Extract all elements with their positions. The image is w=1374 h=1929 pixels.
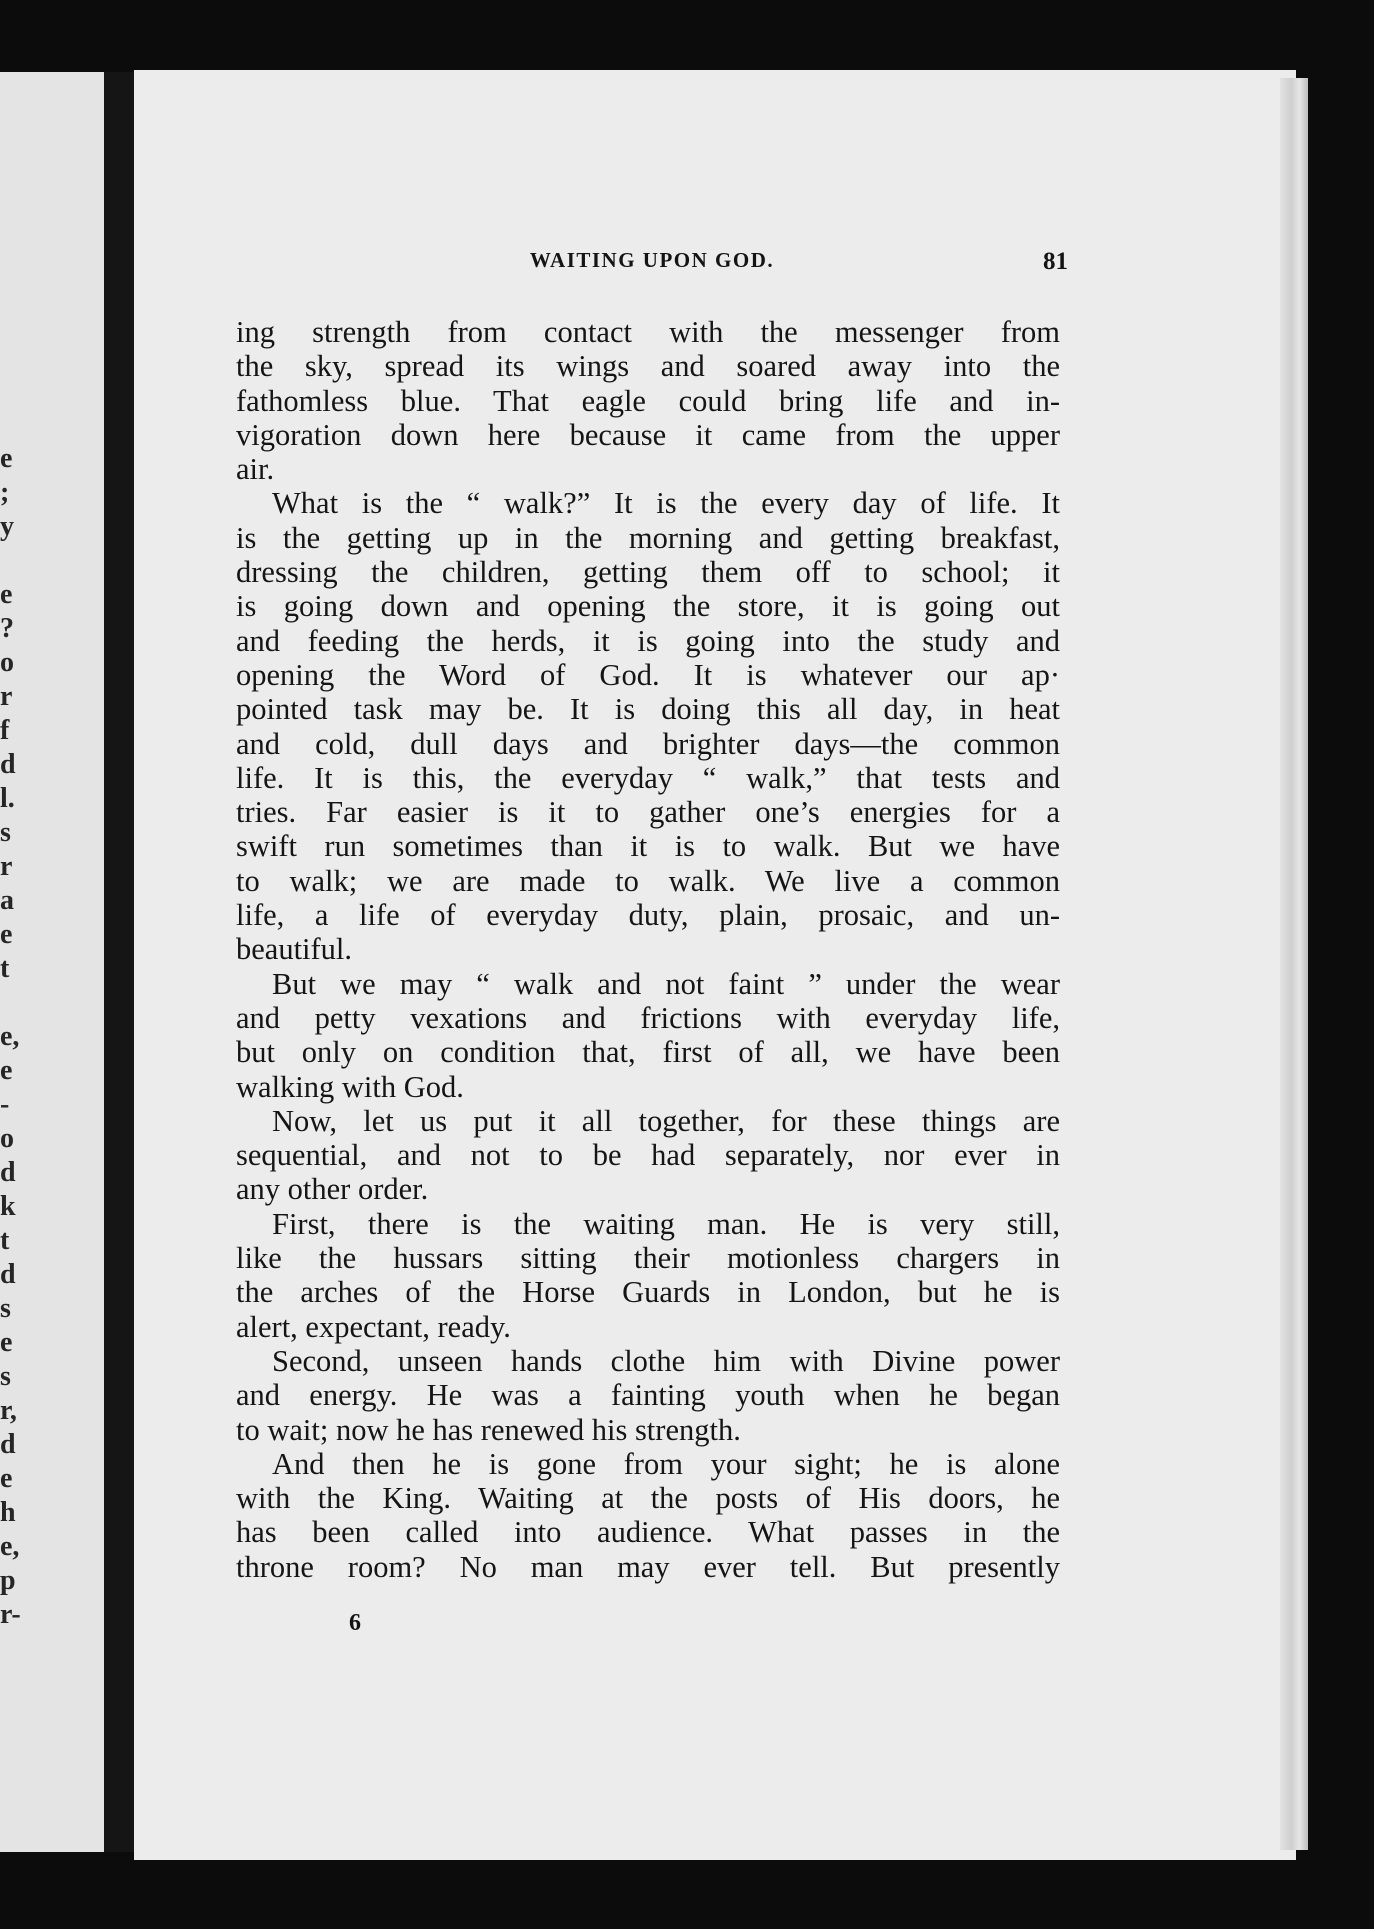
facing-page-char: e, — [0, 1021, 20, 1052]
facing-page-char: s — [0, 817, 11, 848]
text-line: vigoration down here because it came from the upper — [236, 417, 1060, 452]
text-line: and cold, dull days and brighter days—the common — [236, 726, 1060, 761]
book-gutter — [104, 72, 134, 1852]
facing-page-char: l. — [0, 783, 15, 814]
text-line: to wait; now he has renewed his strength. — [236, 1412, 741, 1447]
facing-page-char — [0, 544, 16, 578]
facing-page-char: p — [0, 1565, 16, 1596]
text-line: any other order. — [236, 1172, 429, 1207]
text-line: And then he is gone from your sight; he is alone — [272, 1446, 1060, 1481]
facing-page-char: o — [0, 1123, 14, 1154]
text-line: throne room? No man may ever tell. But presently — [236, 1549, 1060, 1584]
text-line: First, there is the waiting man. He is very still, — [272, 1206, 1060, 1241]
text-line: fathomless blue. That eagle could bring life and in- — [236, 383, 1060, 418]
text-line: to walk; we are made to walk. We live a common — [236, 863, 1060, 898]
facing-page-char: e — [0, 1463, 13, 1494]
text-line: dressing the children, getting them off to school; it — [236, 555, 1060, 590]
facing-page-char: a — [0, 885, 14, 916]
text-line: swift run sometimes than it is to walk. But we have — [236, 829, 1060, 864]
facing-page-char — [0, 986, 16, 1020]
text-line: the arches of the Horse Guards in London, but he is — [236, 1275, 1060, 1310]
text-line: beautiful. — [236, 932, 353, 967]
facing-page-char: r — [0, 851, 13, 882]
running-head — [236, 248, 1068, 278]
body-text — [236, 315, 1060, 1584]
page-edge — [1280, 78, 1308, 1850]
text-line: ing strength from contact with the messenger from — [236, 315, 1060, 349]
facing-page-char: o — [0, 647, 14, 678]
facing-page-char: d — [0, 749, 16, 780]
facing-page-char: s — [0, 1361, 11, 1392]
text-line: life. It is this, the everyday “ walk,” that tests and — [236, 760, 1060, 795]
page-number: 81 — [1043, 248, 1068, 275]
text-line: opening the Word of God. It is whatever our ap· — [236, 657, 1060, 692]
text-line: is the getting up in the morning and getting breakfast, — [236, 520, 1060, 555]
facing-page-char: ; — [0, 477, 10, 508]
text-line: is going down and opening the store, it is going out — [236, 589, 1060, 624]
facing-page-char: t — [0, 1225, 10, 1256]
text-line: Now, let us put it all together, for these things are — [272, 1103, 1060, 1138]
facing-page-char: e — [0, 1055, 13, 1086]
text-line: and energy. He was a fainting youth when he began — [236, 1378, 1060, 1413]
facing-page-char: h — [0, 1497, 16, 1528]
facing-page-char: e — [0, 1327, 13, 1358]
facing-page-char: d — [0, 1429, 16, 1460]
facing-page-char: ? — [0, 613, 14, 644]
facing-page-char: t — [0, 953, 10, 984]
facing-page-char: e — [0, 919, 13, 950]
facing-page-char: e — [0, 579, 13, 610]
text-line: sequential, and not to be had separately, nor ever in — [236, 1138, 1060, 1173]
facing-page-char: r — [0, 681, 13, 712]
facing-page-char: d — [0, 1259, 16, 1290]
text-line: but only on condition that, first of all, we have been — [236, 1035, 1060, 1070]
text-line: with the King. Waiting at the posts of His doors, he — [236, 1481, 1060, 1516]
facing-page-char: r- — [0, 1599, 21, 1630]
facing-page-char: e, — [0, 1531, 20, 1562]
text-line: What is the “ walk?” It is the every day of life. It — [272, 486, 1060, 521]
text-line: tries. Far easier is it to gather one’s energies for a — [236, 795, 1060, 830]
text-line: and feeding the herds, it is going into the study and — [236, 623, 1060, 658]
facing-page-char: d — [0, 1157, 16, 1188]
facing-page-char: k — [0, 1191, 16, 1222]
text-line: and petty vexations and frictions with everyday life, — [236, 1000, 1060, 1035]
facing-page-char: s — [0, 1293, 11, 1324]
facing-page-char: r, — [0, 1395, 17, 1426]
facing-page-char: e — [0, 443, 13, 474]
facing-page-char: - — [0, 1089, 10, 1120]
signature-mark: 6 — [349, 1610, 361, 1636]
text-line: walking with God. — [236, 1069, 464, 1104]
text-line: But we may “ walk and not faint ” under the wear — [272, 966, 1060, 1001]
facing-page-cut-text — [0, 442, 21, 1632]
text-line: alert, expectant, ready. — [236, 1309, 511, 1344]
running-head-title: WAITING UPON GOD. — [529, 248, 775, 272]
facing-page-char: f — [0, 715, 10, 746]
facing-page-char: y — [0, 511, 14, 542]
text-line: life, a life of everyday duty, plain, prosaic, and un- — [236, 898, 1060, 933]
text-line: has been called into audience. What passes in the — [236, 1515, 1060, 1550]
text-line: pointed task may be. It is doing this all day, in heat — [236, 692, 1060, 727]
text-line: the sky, spread its wings and soared away into the — [236, 349, 1060, 384]
text-line: like the hussars sitting their motionless chargers in — [236, 1241, 1060, 1276]
facing-page-fragment — [0, 72, 104, 1852]
text-line: Second, unseen hands clothe him with Divine power — [272, 1343, 1060, 1378]
text-line: air. — [236, 452, 275, 487]
